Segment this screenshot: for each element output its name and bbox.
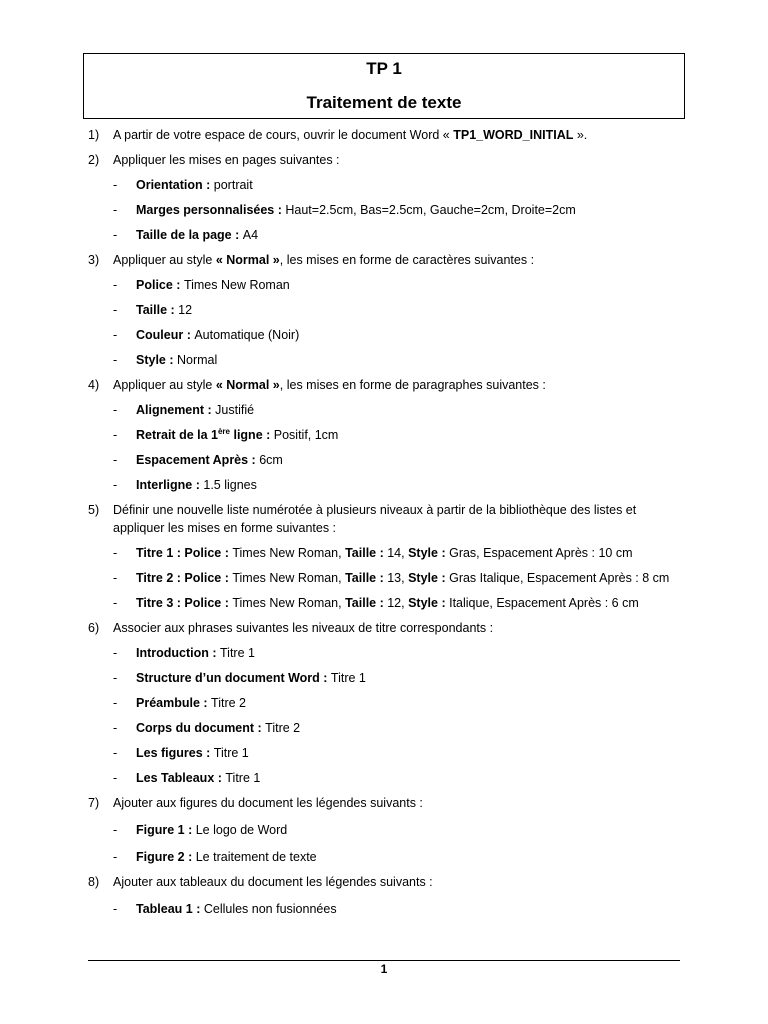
text-run: Appliquer les mises en pages suivantes :: [113, 153, 340, 167]
dash-bullet: -: [113, 353, 118, 367]
sub-item-text: [136, 596, 639, 610]
text-run: Titre 1 : Police :: [136, 546, 233, 560]
sub-item: [88, 694, 678, 712]
dash-bullet: -: [113, 850, 118, 864]
item-number: 6): [88, 621, 100, 635]
sub-item-text: [136, 278, 290, 292]
item-text: [113, 153, 340, 167]
text-run: portrait: [213, 178, 253, 192]
sub-item: [88, 426, 678, 444]
sub-item-text: [136, 428, 338, 442]
text-run: Orientation :: [136, 178, 214, 192]
dash-bullet: -: [113, 303, 118, 317]
dash-bullet: -: [113, 328, 118, 342]
text-run: Titre 3 : Police :: [136, 596, 233, 610]
text-run: Automatique (Noir): [194, 328, 300, 342]
dash-bullet: -: [113, 771, 118, 785]
footer-rule: [88, 960, 680, 961]
item-text: [113, 253, 534, 267]
text-run: Taille :: [345, 571, 388, 585]
text-run: 1.5 lignes: [203, 478, 257, 492]
dash-bullet: -: [113, 646, 118, 660]
sub-item-text: [136, 178, 253, 192]
sub-item-text: [136, 746, 249, 760]
list-item: [88, 126, 678, 144]
text-run: Times New Roman,: [232, 596, 346, 610]
dash-bullet: -: [113, 453, 118, 467]
text-run: Titre 2: [211, 696, 246, 710]
document-title-tp: TP 1: [366, 59, 402, 78]
sub-item: [88, 848, 678, 866]
text-run: Style :: [136, 353, 177, 367]
text-run: Style :: [408, 596, 450, 610]
text-run: Le logo de Word: [195, 823, 288, 837]
text-run: Retrait de la 1: [136, 428, 218, 442]
sub-item-text: [136, 303, 192, 317]
dash-bullet: -: [113, 403, 118, 417]
dash-bullet: -: [113, 902, 118, 916]
text-run: Titre 2: [265, 721, 301, 735]
text-run: Positif, 1cm: [273, 428, 339, 442]
text-run: « Normal »: [215, 253, 280, 267]
document-title-subject: Traitement de texte: [306, 93, 462, 112]
text-run: Tableau 1 :: [136, 902, 204, 916]
sub-item: [88, 719, 678, 737]
sub-item: [88, 544, 678, 562]
text-run: ère: [217, 426, 230, 436]
text-run: Ajouter aux tableaux du document les légendes suivants :: [113, 875, 433, 889]
text-run: 12,: [387, 596, 409, 610]
text-run: Appliquer au style: [113, 378, 216, 392]
text-run: Appliquer au style: [113, 253, 216, 267]
text-run: Justifié: [215, 403, 255, 417]
sub-item-text: [136, 721, 300, 735]
sub-item: [88, 476, 678, 494]
sub-item-text: [136, 571, 669, 585]
dash-bullet: -: [113, 596, 118, 610]
text-run: 6cm: [259, 453, 283, 467]
list-item: [88, 619, 678, 637]
dash-bullet: -: [113, 746, 118, 760]
text-run: « Normal »: [215, 378, 280, 392]
text-run: Structure d’un document Word :: [136, 671, 331, 685]
sub-item-text: [136, 353, 217, 367]
text-run: Associer aux phrases suivantes les niveaux de titre correspondants :: [113, 621, 494, 635]
text-run: Corps du document :: [136, 721, 266, 735]
text-run: Figure 1 :: [136, 823, 196, 837]
dash-bullet: -: [113, 203, 118, 217]
sub-item: [88, 276, 678, 294]
text-run: Marges personnalisées :: [136, 203, 286, 217]
sub-item: [88, 451, 678, 469]
sub-item: [88, 226, 678, 244]
dash-bullet: -: [113, 823, 118, 837]
instruction-list: [88, 126, 678, 918]
text-run: Italique, Espacement Après : 6 cm: [449, 596, 639, 610]
text-run: Alignement :: [136, 403, 216, 417]
dash-bullet: -: [113, 721, 118, 735]
text-run: 14,: [387, 546, 409, 560]
item-number: 7): [88, 796, 100, 810]
item-number: 2): [88, 153, 100, 167]
text-run: Taille :: [345, 546, 388, 560]
dash-bullet: -: [113, 546, 118, 560]
item-number: 3): [88, 253, 100, 267]
sub-item: [88, 569, 678, 587]
text-run: Cellules non fusionnées: [203, 902, 337, 916]
sub-item: [88, 821, 678, 839]
page-number: 1: [380, 962, 388, 976]
list-item: [88, 151, 678, 169]
list-item: [88, 376, 678, 394]
list-item: [88, 501, 678, 537]
text-run: , les mises en forme de paragraphes suivantes :: [279, 378, 546, 392]
sub-item-text: [136, 546, 633, 560]
dash-bullet: -: [113, 671, 118, 685]
dash-bullet: -: [113, 278, 118, 292]
text-run: Titre 1: [225, 771, 261, 785]
item-text: [113, 796, 423, 810]
text-run: Le traitement de texte: [195, 850, 317, 864]
sub-item: [88, 900, 678, 918]
text-run: Times New Roman,: [232, 571, 346, 585]
dash-bullet: -: [113, 696, 118, 710]
sub-item: [88, 201, 678, 219]
text-run: Taille :: [136, 303, 179, 317]
sub-item: [88, 351, 678, 369]
sub-item-text: [136, 478, 257, 492]
item-number: 5): [88, 503, 100, 517]
text-run: Times New Roman,: [232, 546, 346, 560]
item-text: [113, 875, 433, 889]
sub-item: [88, 401, 678, 419]
sub-item: [88, 326, 678, 344]
text-run: Police :: [136, 278, 184, 292]
dash-bullet: -: [113, 478, 118, 492]
text-run: Préambule :: [136, 696, 212, 710]
text-run: Les figures :: [136, 746, 214, 760]
list-item: [88, 251, 678, 269]
item-text: [113, 378, 546, 392]
item-text: [113, 128, 587, 142]
text-run: 12: [178, 303, 193, 317]
text-run: 13,: [387, 571, 409, 585]
text-run: Couleur :: [136, 328, 195, 342]
sub-item-text: [136, 696, 246, 710]
text-run: ».: [573, 128, 588, 142]
sub-item: [88, 176, 678, 194]
sub-item-text: [136, 902, 337, 916]
text-run: A4: [242, 228, 259, 242]
text-run: ligne :: [230, 428, 274, 442]
sub-item: [88, 644, 678, 662]
item-text: [113, 503, 636, 535]
text-run: Titre 1: [330, 671, 366, 685]
sub-item: [88, 669, 678, 687]
text-run: Taille de la page :: [136, 228, 243, 242]
text-run: Espacement Après :: [136, 453, 260, 467]
sub-item-text: [136, 646, 255, 660]
text-run: Définir une nouvelle liste numérotée à plusieurs niveaux à partir de la bibliothèque des listes et appliquer les mises en forme suivantes :: [113, 503, 637, 535]
sub-item: [88, 769, 678, 787]
sub-item-text: [136, 228, 258, 242]
sub-item-text: [136, 328, 299, 342]
sub-item-text: [136, 203, 576, 217]
text-run: Gras, Espacement Après : 10 cm: [449, 546, 633, 560]
text-run: Normal: [177, 353, 218, 367]
list-item: [88, 794, 678, 812]
text-run: Titre 2 : Police :: [136, 571, 233, 585]
item-number: 1): [88, 128, 100, 142]
sub-item: [88, 744, 678, 762]
sub-item-text: [136, 403, 254, 417]
list-item: [88, 873, 678, 891]
text-run: Titre 1: [220, 646, 255, 660]
text-run: , les mises en forme de caractères suivantes :: [279, 253, 535, 267]
text-run: Style :: [408, 546, 450, 560]
item-text: [113, 621, 493, 635]
item-number: 4): [88, 378, 100, 392]
sub-item-text: [136, 671, 366, 685]
text-run: Titre 1: [213, 746, 249, 760]
text-run: TP1_WORD_INITIAL: [453, 128, 574, 142]
text-run: Times New Roman: [183, 278, 290, 292]
dash-bullet: -: [113, 178, 118, 192]
sub-item-text: [136, 453, 283, 467]
sub-item: [88, 594, 678, 612]
text-run: Ajouter aux figures du document les légendes suivants :: [113, 796, 423, 810]
text-run: Gras Italique, Espacement Après : 8 cm: [449, 571, 670, 585]
dash-bullet: -: [113, 571, 118, 585]
text-run: Style :: [408, 571, 450, 585]
text-run: Taille :: [345, 596, 388, 610]
text-run: Introduction :: [136, 646, 221, 660]
dash-bullet: -: [113, 428, 118, 442]
sub-item-text: [136, 823, 287, 837]
dash-bullet: -: [113, 228, 118, 242]
sub-item-text: [136, 771, 260, 785]
sub-item-text: [136, 850, 317, 864]
item-number: 8): [88, 875, 100, 889]
text-run: Interligne :: [136, 478, 204, 492]
title-box: [83, 53, 685, 119]
text-run: Figure 2 :: [136, 850, 196, 864]
sub-item: [88, 301, 678, 319]
text-run: Haut=2.5cm, Bas=2.5cm, Gauche=2cm, Droite=2cm: [285, 203, 576, 217]
text-run: A partir de votre espace de cours, ouvrir le document Word «: [113, 128, 454, 142]
text-run: Les Tableaux :: [136, 771, 226, 785]
